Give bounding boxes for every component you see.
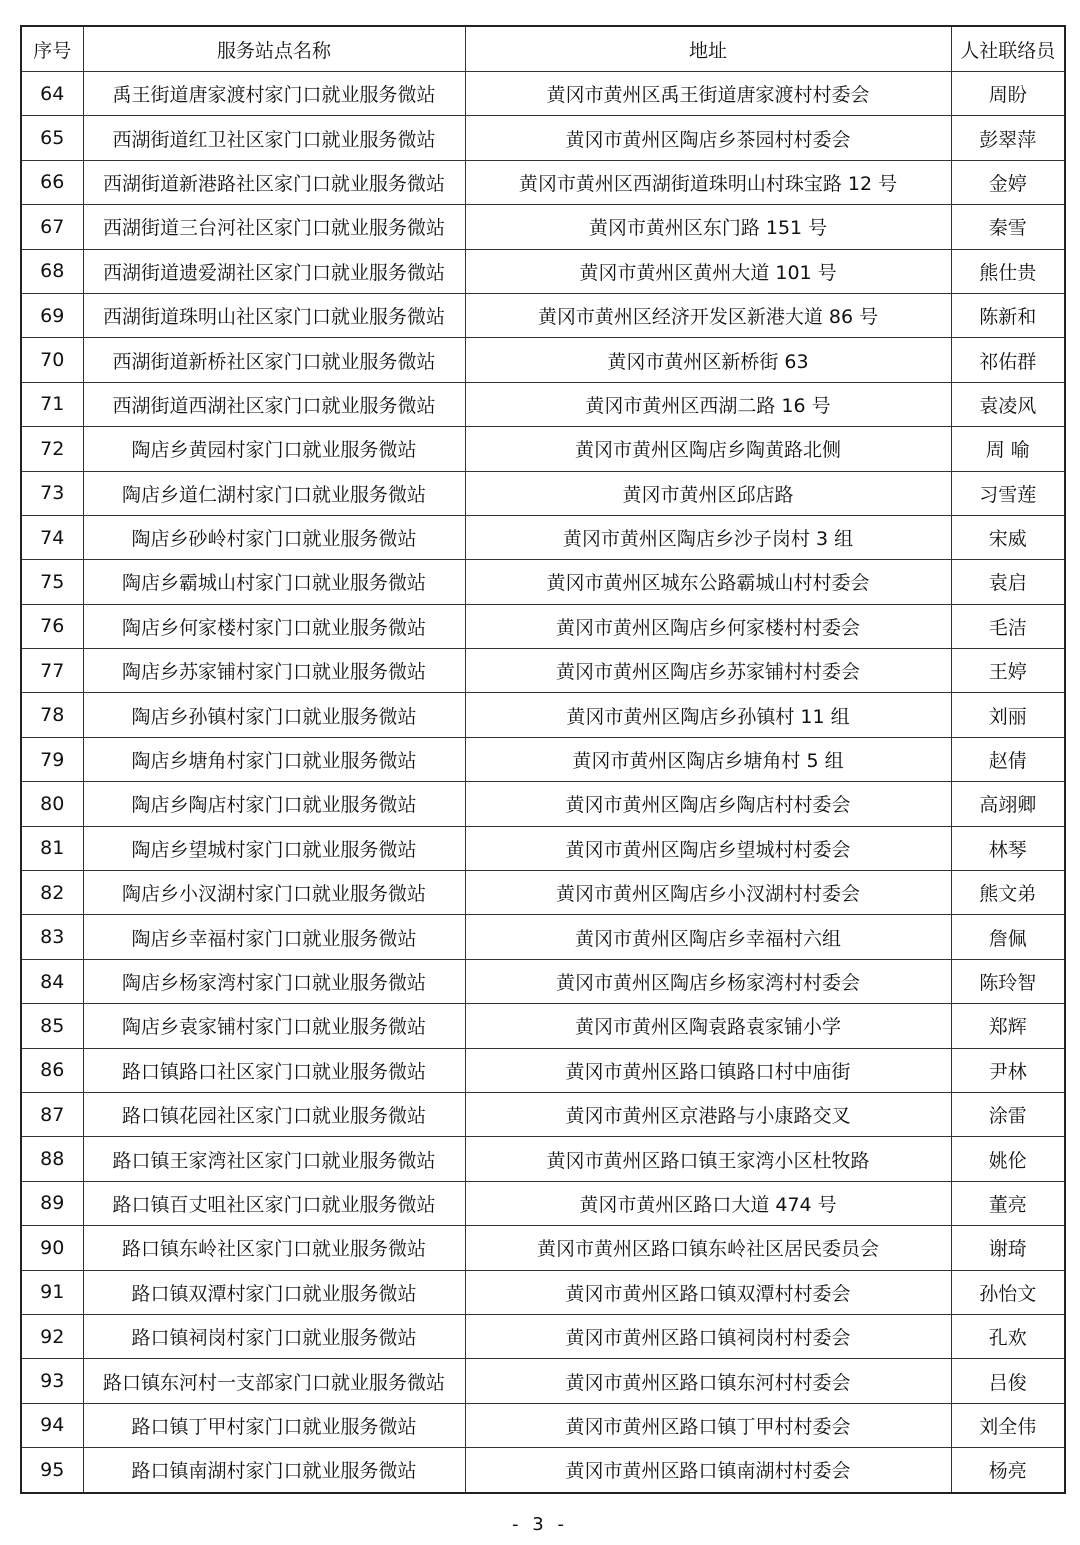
cell-address: 黄冈市黄州区路口镇祠岗村村委会	[465, 1314, 951, 1358]
cell-station-name: 路口镇南湖村家门口就业服务微站	[83, 1448, 465, 1493]
table-row	[21, 72, 1065, 116]
cell-contact: 赵倩	[951, 737, 1065, 781]
cell-index: 64	[21, 72, 83, 116]
cell-address: 黄冈市黄州区陶店乡苏家铺村村委会	[465, 649, 951, 693]
cell-station-name: 陶店乡陶店村家门口就业服务微站	[83, 782, 465, 826]
cell-station-name: 陶店乡霸城山村家门口就业服务微站	[83, 560, 465, 604]
cell-contact: 吕俊	[951, 1359, 1065, 1403]
cell-index: 80	[21, 782, 83, 826]
cell-address: 黄冈市黄州区城东公路霸城山村村委会	[465, 560, 951, 604]
cell-station-name: 路口镇路口社区家门口就业服务微站	[83, 1048, 465, 1092]
cell-contact: 祁佑群	[951, 338, 1065, 382]
cell-index: 94	[21, 1403, 83, 1447]
cell-address: 黄冈市黄州区陶店乡幸福村六组	[465, 915, 951, 959]
cell-index: 90	[21, 1226, 83, 1270]
cell-address: 黄冈市黄州区黄州大道 101 号	[465, 249, 951, 293]
cell-index: 79	[21, 737, 83, 781]
cell-address: 黄冈市黄州区陶店乡塘角村 5 组	[465, 737, 951, 781]
cell-index: 73	[21, 471, 83, 515]
cell-contact: 熊文弟	[951, 871, 1065, 915]
cell-address: 黄冈市黄州区陶店乡杨家湾村村委会	[465, 959, 951, 1003]
cell-station-name: 路口镇祠岗村家门口就业服务微站	[83, 1314, 465, 1358]
table-header	[21, 26, 1065, 72]
cell-address: 黄冈市黄州区禹王街道唐家渡村村委会	[465, 72, 951, 116]
cell-contact: 陈玲智	[951, 959, 1065, 1003]
cell-contact: 袁凌风	[951, 382, 1065, 426]
header-index: 序号	[21, 26, 83, 72]
cell-address: 黄冈市黄州区路口镇南湖村村委会	[465, 1448, 951, 1493]
cell-station-name: 西湖街道新桥社区家门口就业服务微站	[83, 338, 465, 382]
cell-address: 黄冈市黄州区西湖街道珠明山村珠宝路 12 号	[465, 160, 951, 204]
cell-contact: 孔欢	[951, 1314, 1065, 1358]
table-row	[21, 959, 1065, 1003]
cell-index: 89	[21, 1181, 83, 1225]
cell-station-name: 西湖街道西湖社区家门口就业服务微站	[83, 382, 465, 426]
cell-station-name: 路口镇丁甲村家门口就业服务微站	[83, 1403, 465, 1447]
cell-contact: 孙怡文	[951, 1270, 1065, 1314]
table-row	[21, 1092, 1065, 1136]
cell-contact: 秦雪	[951, 205, 1065, 249]
table-row	[21, 1181, 1065, 1225]
cell-contact: 袁启	[951, 560, 1065, 604]
cell-station-name: 西湖街道遗爱湖社区家门口就业服务微站	[83, 249, 465, 293]
cell-station-name: 陶店乡塘角村家门口就业服务微站	[83, 737, 465, 781]
cell-address: 黄冈市黄州区陶店乡望城村村委会	[465, 826, 951, 870]
table-row	[21, 116, 1065, 160]
table-row	[21, 205, 1065, 249]
header-address: 地址	[465, 26, 951, 72]
cell-station-name: 陶店乡苏家铺村家门口就业服务微站	[83, 649, 465, 693]
table-row	[21, 382, 1065, 426]
cell-index: 92	[21, 1314, 83, 1358]
cell-index: 85	[21, 1004, 83, 1048]
table-row	[21, 515, 1065, 559]
cell-station-name: 陶店乡道仁湖村家门口就业服务微站	[83, 471, 465, 515]
table-row	[21, 1137, 1065, 1181]
table-row	[21, 649, 1065, 693]
cell-address: 黄冈市黄州区路口镇王家湾小区杜牧路	[465, 1137, 951, 1181]
cell-contact: 杨亮	[951, 1448, 1065, 1493]
cell-address: 黄冈市黄州区经济开发区新港大道 86 号	[465, 293, 951, 337]
cell-station-name: 陶店乡幸福村家门口就业服务微站	[83, 915, 465, 959]
cell-station-name: 西湖街道三台河社区家门口就业服务微站	[83, 205, 465, 249]
cell-contact: 宋威	[951, 515, 1065, 559]
cell-address: 黄冈市黄州区路口镇丁甲村村委会	[465, 1403, 951, 1447]
table-row	[21, 1004, 1065, 1048]
cell-contact: 陈新和	[951, 293, 1065, 337]
cell-address: 黄冈市黄州区陶店乡陶黄路北侧	[465, 427, 951, 471]
table-row	[21, 1048, 1065, 1092]
cell-index: 87	[21, 1092, 83, 1136]
cell-index: 84	[21, 959, 83, 1003]
table-row	[21, 338, 1065, 382]
cell-station-name: 西湖街道红卫社区家门口就业服务微站	[83, 116, 465, 160]
cell-index: 71	[21, 382, 83, 426]
cell-contact: 熊仕贵	[951, 249, 1065, 293]
cell-index: 95	[21, 1448, 83, 1493]
header-station-name: 服务站点名称	[83, 26, 465, 72]
cell-contact: 高翊卿	[951, 782, 1065, 826]
cell-station-name: 路口镇王家湾社区家门口就业服务微站	[83, 1137, 465, 1181]
cell-address: 黄冈市黄州区路口镇路口村中庙街	[465, 1048, 951, 1092]
cell-station-name: 陶店乡小汊湖村家门口就业服务微站	[83, 871, 465, 915]
table-row	[21, 1403, 1065, 1447]
table-row	[21, 293, 1065, 337]
cell-station-name: 西湖街道新港路社区家门口就业服务微站	[83, 160, 465, 204]
cell-index: 93	[21, 1359, 83, 1403]
cell-station-name: 陶店乡袁家铺村家门口就业服务微站	[83, 1004, 465, 1048]
cell-index: 86	[21, 1048, 83, 1092]
cell-index: 67	[21, 205, 83, 249]
cell-address: 黄冈市黄州区陶店乡何家楼村村委会	[465, 604, 951, 648]
table-row	[21, 737, 1065, 781]
cell-station-name: 路口镇百丈咀社区家门口就业服务微站	[83, 1181, 465, 1225]
cell-contact: 姚伦	[951, 1137, 1065, 1181]
cell-contact: 詹佩	[951, 915, 1065, 959]
cell-station-name: 陶店乡何家楼村家门口就业服务微站	[83, 604, 465, 648]
cell-station-name: 陶店乡黄园村家门口就业服务微站	[83, 427, 465, 471]
service-station-table	[20, 25, 1066, 1494]
cell-contact: 毛洁	[951, 604, 1065, 648]
cell-contact: 涂雷	[951, 1092, 1065, 1136]
cell-address: 黄冈市黄州区新桥街 63	[465, 338, 951, 382]
cell-contact: 刘丽	[951, 693, 1065, 737]
table-row	[21, 427, 1065, 471]
cell-station-name: 路口镇双潭村家门口就业服务微站	[83, 1270, 465, 1314]
cell-address: 黄冈市黄州区路口大道 474 号	[465, 1181, 951, 1225]
cell-address: 黄冈市黄州区陶店乡孙镇村 11 组	[465, 693, 951, 737]
table-row	[21, 1270, 1065, 1314]
cell-contact: 周盼	[951, 72, 1065, 116]
table-row	[21, 1448, 1065, 1493]
table-row	[21, 160, 1065, 204]
cell-index: 83	[21, 915, 83, 959]
cell-contact: 王婷	[951, 649, 1065, 693]
cell-station-name: 路口镇花园社区家门口就业服务微站	[83, 1092, 465, 1136]
table-row	[21, 471, 1065, 515]
table-row	[21, 1314, 1065, 1358]
cell-index: 70	[21, 338, 83, 382]
cell-contact: 习雪莲	[951, 471, 1065, 515]
cell-station-name: 陶店乡孙镇村家门口就业服务微站	[83, 693, 465, 737]
cell-contact: 彭翠萍	[951, 116, 1065, 160]
cell-address: 黄冈市黄州区陶店乡小汊湖村村委会	[465, 871, 951, 915]
cell-contact: 谢琦	[951, 1226, 1065, 1270]
cell-index: 65	[21, 116, 83, 160]
table-row	[21, 871, 1065, 915]
table-row	[21, 560, 1065, 604]
table-row	[21, 826, 1065, 870]
cell-index: 78	[21, 693, 83, 737]
cell-address: 黄冈市黄州区邱店路	[465, 471, 951, 515]
header-row	[21, 26, 1065, 72]
cell-index: 75	[21, 560, 83, 604]
cell-station-name: 陶店乡望城村家门口就业服务微站	[83, 826, 465, 870]
cell-station-name: 路口镇东河村一支部家门口就业服务微站	[83, 1359, 465, 1403]
table-row	[21, 249, 1065, 293]
cell-station-name: 陶店乡杨家湾村家门口就业服务微站	[83, 959, 465, 1003]
cell-address: 黄冈市黄州区西湖二路 16 号	[465, 382, 951, 426]
table-row	[21, 693, 1065, 737]
cell-station-name: 西湖街道珠明山社区家门口就业服务微站	[83, 293, 465, 337]
table-row	[21, 1359, 1065, 1403]
cell-contact: 林琴	[951, 826, 1065, 870]
cell-contact: 金婷	[951, 160, 1065, 204]
cell-station-name: 路口镇东岭社区家门口就业服务微站	[83, 1226, 465, 1270]
cell-index: 77	[21, 649, 83, 693]
table-row	[21, 782, 1065, 826]
cell-index: 69	[21, 293, 83, 337]
cell-index: 81	[21, 826, 83, 870]
cell-address: 黄冈市黄州区路口镇东岭社区居民委员会	[465, 1226, 951, 1270]
cell-index: 74	[21, 515, 83, 559]
page-number: - 3 -	[512, 1514, 568, 1535]
cell-index: 91	[21, 1270, 83, 1314]
table-row	[21, 1226, 1065, 1270]
cell-contact: 尹林	[951, 1048, 1065, 1092]
cell-index: 88	[21, 1137, 83, 1181]
cell-address: 黄冈市黄州区京港路与小康路交叉	[465, 1092, 951, 1136]
cell-station-name: 禹王街道唐家渡村家门口就业服务微站	[83, 72, 465, 116]
header-contact: 人社联络员	[951, 26, 1065, 72]
cell-contact: 刘全伟	[951, 1403, 1065, 1447]
table-body	[21, 72, 1065, 1493]
cell-address: 黄冈市黄州区东门路 151 号	[465, 205, 951, 249]
cell-address: 黄冈市黄州区路口镇东河村村委会	[465, 1359, 951, 1403]
cell-index: 66	[21, 160, 83, 204]
cell-address: 黄冈市黄州区陶店乡陶店村村委会	[465, 782, 951, 826]
cell-address: 黄冈市黄州区路口镇双潭村村委会	[465, 1270, 951, 1314]
cell-address: 黄冈市黄州区陶店乡沙子岗村 3 组	[465, 515, 951, 559]
cell-station-name: 陶店乡砂岭村家门口就业服务微站	[83, 515, 465, 559]
cell-index: 68	[21, 249, 83, 293]
cell-contact: 周 喻	[951, 427, 1065, 471]
cell-address: 黄冈市黄州区陶袁路袁家铺小学	[465, 1004, 951, 1048]
cell-index: 72	[21, 427, 83, 471]
cell-index: 82	[21, 871, 83, 915]
cell-index: 76	[21, 604, 83, 648]
cell-address: 黄冈市黄州区陶店乡茶园村村委会	[465, 116, 951, 160]
cell-contact: 郑辉	[951, 1004, 1065, 1048]
table-row	[21, 604, 1065, 648]
table-row	[21, 915, 1065, 959]
cell-contact: 董亮	[951, 1181, 1065, 1225]
